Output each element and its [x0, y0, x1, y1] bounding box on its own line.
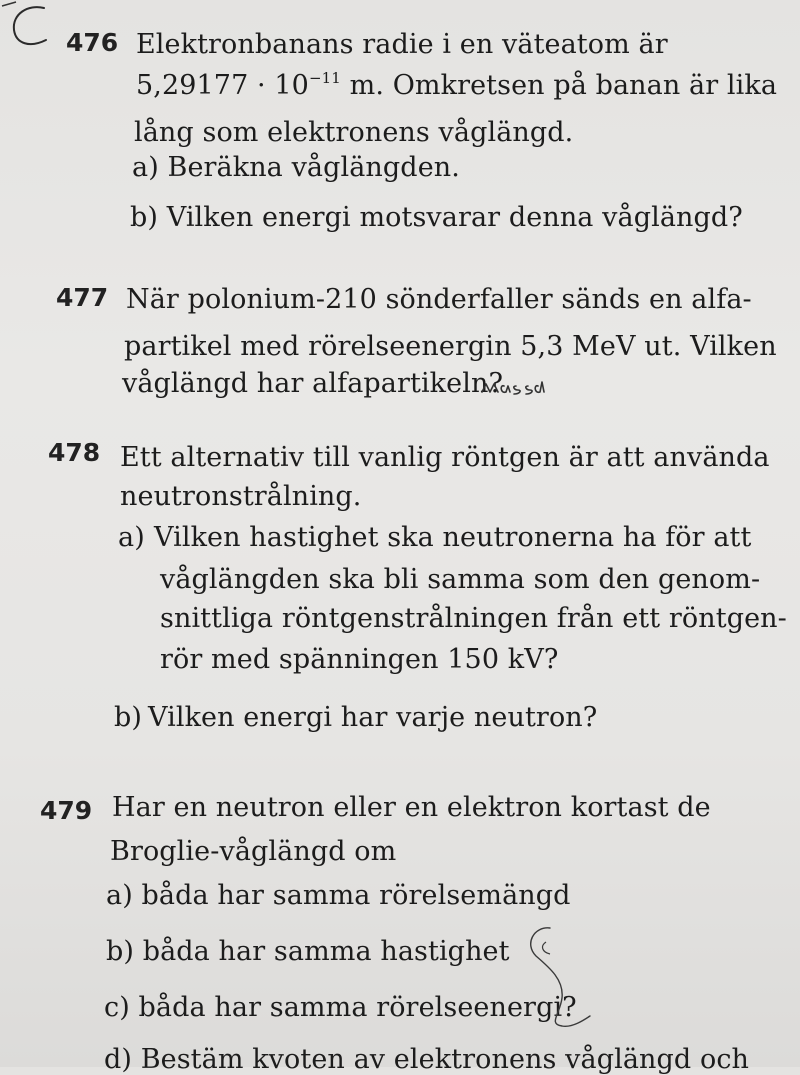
exponent: −11 — [308, 69, 341, 87]
problem-number: 476 — [66, 28, 119, 57]
problem-text-line — [136, 69, 778, 101]
problem-text-line: lång som elektronens våglängd. — [134, 117, 574, 148]
problem-text-line: neutronstrålning. — [120, 481, 362, 512]
problem-part-c: c) båda har samma rörelseenergi? — [104, 992, 577, 1023]
problem-text-line: partikel med rörelseenergin 5,3 MeV ut. Vilken — [124, 331, 777, 362]
problem-text-line: Har en neutron eller en elektron kortast de — [112, 792, 711, 823]
problem-part-a-line: snittliga röntgenstrålningen från ett röntgen- — [160, 603, 787, 634]
problem-part-a: a) Beräkna våglängden. — [132, 152, 460, 183]
handwritten-bracket-icon — [510, 920, 600, 1030]
number-mantissa: 5,29177 · 10 — [136, 70, 309, 101]
margin-pencil-mark-icon — [0, 0, 70, 60]
problem-text-line: våglängd har alfapartikeln? — [122, 368, 504, 399]
problem-text-line: Broglie-våglängd om — [110, 836, 397, 867]
problem-part-a-line: våglängden ska bli samma som den genom- — [160, 564, 761, 595]
problem-number: 478 — [48, 438, 101, 467]
problem-text-line: Ett alternativ till vanlig röntgen är att använda — [120, 442, 770, 473]
problem-part-a-line: rör med spänningen 150 kV? — [160, 644, 559, 675]
problem-number: 477 — [56, 283, 109, 312]
problem-text-line: Elektronbanans radie i en väteatom är — [136, 29, 668, 60]
problem-part-b-line: Vilken energi har varje neutron? — [148, 702, 598, 733]
part-label-b: b) — [114, 702, 143, 733]
problem-part-a-line: Vilken hastighet ska neutronerna ha för att — [154, 522, 752, 553]
problem-part-b: b) Vilken energi motsvarar denna våglängd? — [130, 202, 743, 233]
problem-number: 479 — [40, 796, 93, 825]
problem-part-a: a) båda har samma rörelsemängd — [106, 880, 571, 911]
problem-text-line: När polonium-210 sönderfaller sänds en alfa- — [126, 284, 752, 315]
problem-text: m. Omkretsen på banan är lika — [340, 70, 778, 101]
part-label-a: a) — [118, 522, 145, 553]
cut-off-line: d) Bestäm kvoten av elektronens våglängd och — [104, 1044, 750, 1075]
problem-part-b: b) båda har samma hastighet — [106, 936, 510, 967]
handwritten-note-massa — [480, 372, 580, 400]
